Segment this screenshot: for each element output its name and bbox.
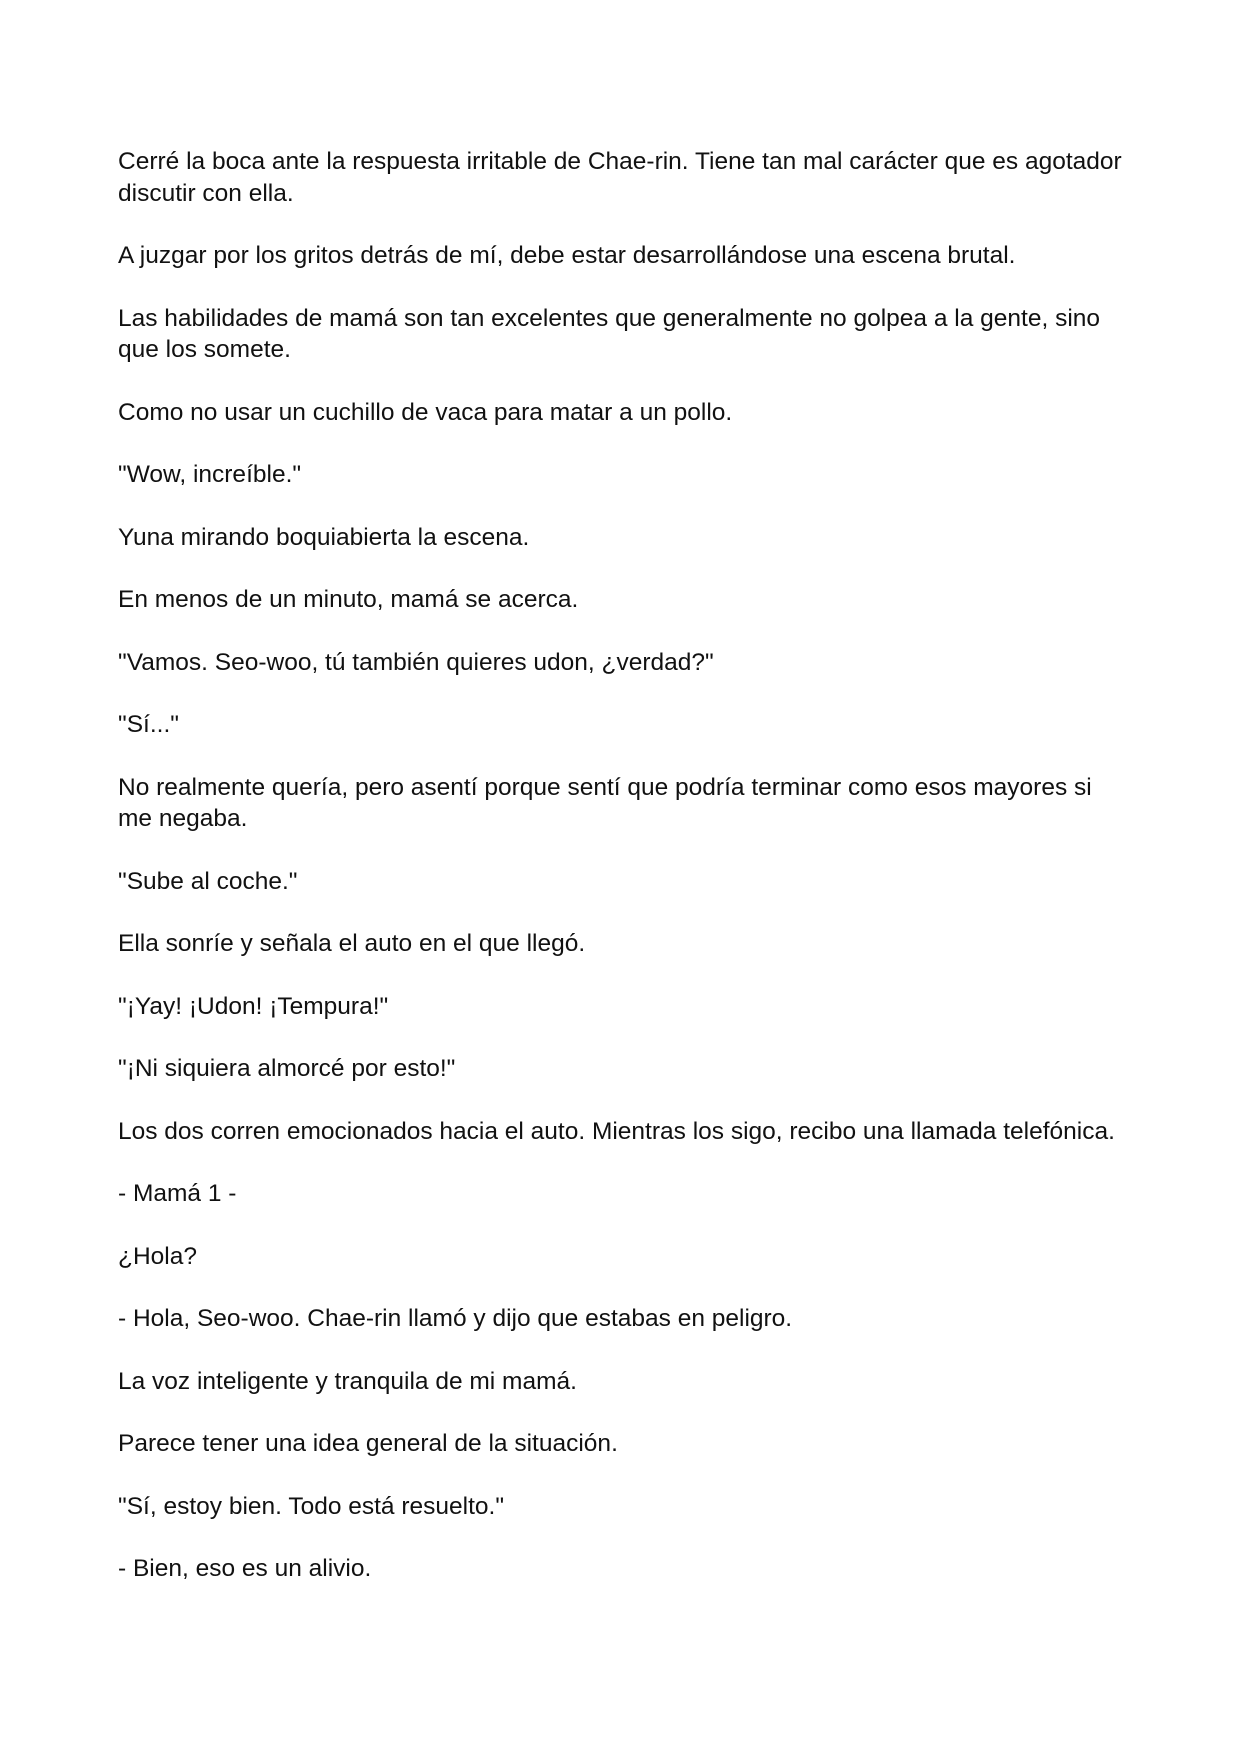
paragraph: No realmente quería, pero asentí porque sentí que podría terminar como esos mayores si me negaba. (118, 773, 1092, 832)
paragraph: Parece tener una idea general de la situación. (118, 1430, 618, 1457)
paragraph: ¿Hola? (118, 1242, 197, 1270)
paragraph: - Bien, eso es un alivio. (118, 1555, 372, 1582)
paragraph: Ella sonríe y señala el auto en el que llegó. (118, 930, 586, 957)
document-body (118, 146, 1128, 1616)
paragraph: - Hola, Seo-woo. Chae-rin llamó y dijo que estabas en peligro. (118, 1305, 793, 1332)
paragraph: "¡Yay! ¡Udon! ¡Tempura!" (118, 992, 389, 1020)
paragraph: "Vamos. Seo-woo, tú también quieres udon, ¿verdad?" (118, 648, 714, 676)
paragraph: - Mamá 1 - (118, 1180, 237, 1207)
paragraph: Yuna mirando boquiabierta la escena. (118, 523, 530, 551)
paragraph: "Sí..." (118, 711, 179, 738)
paragraph: Los dos corren emocionados hacia el auto. Mientras los sigo, recibo una llamada telefónica. (118, 1117, 1115, 1145)
paragraph: Las habilidades de mamá son tan excelentes que generalmente no golpea a la gente, sino que los somete. (118, 304, 1101, 363)
paragraph: "¡Ni siquiera almorcé por esto!" (118, 1055, 456, 1082)
paragraph: La voz inteligente y tranquila de mi mamá. (118, 1367, 577, 1395)
paragraph: Cerré la boca ante la respuesta irritable de Chae-rin. Tiene tan mal carácter que es agotador discutir con ella. (118, 148, 1122, 207)
paragraph: Como no usar un cuchillo de vaca para matar a un pollo. (118, 398, 733, 426)
paragraph: "Wow, increíble." (118, 461, 302, 488)
paragraph: A juzgar por los gritos detrás de mí, debe estar desarrollándose una escena brutal. (118, 242, 1016, 269)
paragraph: "Sí, estoy bien. Todo está resuelto." (118, 1492, 505, 1520)
paragraph: En menos de un minuto, mamá se acerca. (118, 586, 579, 613)
paragraph: "Sube al coche." (118, 867, 298, 895)
